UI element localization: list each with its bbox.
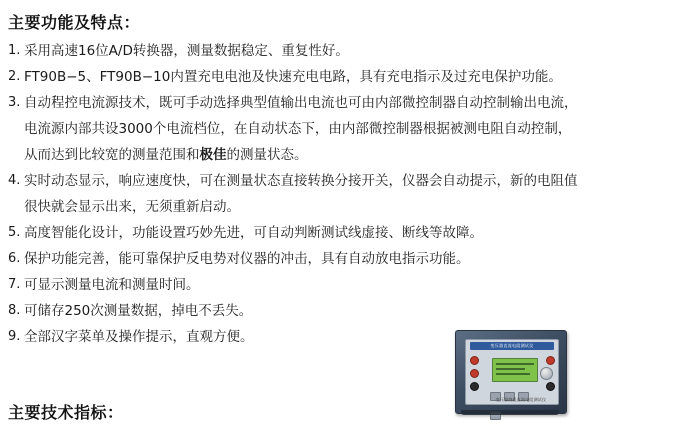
list-item <box>8 272 674 298</box>
list-item-body <box>24 298 674 324</box>
list-item <box>8 298 674 324</box>
terminal-red-icon <box>470 356 479 365</box>
list-item <box>8 168 674 220</box>
list-item-body <box>24 220 674 246</box>
list-item-line: 可显示测量电流和测量时间。 <box>24 277 200 293</box>
list-item-body <box>24 324 674 350</box>
list-item-line: 全部汉字菜单及操作提示，直观方便。 <box>24 329 254 345</box>
page-title-main-specs: 主要技术指标： <box>8 403 124 422</box>
list-item-body <box>24 246 674 272</box>
list-item-line <box>24 142 674 168</box>
product-photo <box>455 330 565 416</box>
list-item-line: 实时动态显示，响应速度快，可在测量状态直接转换分接开关，仪器会自动提示，新的电阻值 <box>24 173 578 189</box>
lcd-line <box>496 368 525 370</box>
list-item <box>8 38 674 64</box>
device-case <box>455 330 567 414</box>
terminal-black-icon <box>546 382 555 391</box>
line-segment: 的测量状态。 <box>226 147 308 163</box>
page-title-main-features: 主要功能及特点： <box>8 13 141 32</box>
list-item-number: 3. <box>8 95 21 110</box>
list-item-number: 2. <box>8 69 21 84</box>
list-item-line: 自动程控电流源技术，既可手动选择典型值输出电流也可由内部微控制器自动控制输出电流， <box>24 95 578 111</box>
list-item-line: 采用高速16位A/D转换器，测量数据稳定、重复性好。 <box>24 43 349 59</box>
list-item <box>8 64 674 90</box>
list-item-line: 保护功能完善，能可靠保护反电势对仪器的冲击，具有自动放电指示功能。 <box>24 251 470 267</box>
list-item-number: 5. <box>8 225 21 240</box>
list-item-body <box>24 38 674 64</box>
list-item-body <box>24 90 674 168</box>
terminal-red-icon <box>546 356 555 365</box>
terminal-black-icon <box>470 382 479 391</box>
list-item <box>8 246 674 272</box>
list-item <box>8 220 674 246</box>
list-item-line: 电流源内部共设3000个电流档位，在自动状态下，由内部微控制器根据被测电阻自动控制， <box>24 121 572 137</box>
rotary-knob-icon <box>540 367 553 380</box>
device-front-panel <box>465 339 559 405</box>
feature-list <box>8 38 674 350</box>
terminal-red-icon <box>470 369 479 378</box>
lcd-line <box>496 363 534 365</box>
device-base <box>461 410 559 415</box>
list-item-body <box>24 272 674 298</box>
list-item <box>8 90 674 168</box>
list-item-line: 高度智能化设计，功能设置巧妙先进，可自动判断测试线虚接、断线等故障。 <box>24 225 483 241</box>
line-segment-emphasis: 极佳 <box>199 147 227 163</box>
device-lcd-screen <box>492 358 538 382</box>
list-item-number: 1. <box>8 43 21 58</box>
list-item-body <box>24 168 674 220</box>
line-segment: 从而达到比较宽的测量范围和 <box>24 147 200 163</box>
device-button-row <box>490 386 538 395</box>
list-item-number: 7. <box>8 277 21 292</box>
list-item-line: FT90B−5、FT90B−10内置充电电池及快速充电电路，具有充电指示及过充电保护功能。 <box>24 69 562 85</box>
device-title-bar <box>470 342 554 350</box>
list-item-number: 6. <box>8 251 21 266</box>
device-title-text: 变压器直流电阻测试仪 <box>490 343 534 348</box>
list-item <box>8 324 674 350</box>
list-item-line: 很快就会显示出来，无须重新启动。 <box>24 199 240 215</box>
list-item-number: 4. <box>8 173 21 188</box>
list-item-number: 8. <box>8 303 21 318</box>
list-item-line: 可储存250次测量数据，掉电不丢失。 <box>24 303 253 319</box>
list-item-body <box>24 64 674 90</box>
list-item-number: 9. <box>8 329 21 344</box>
device-footnote-text: 变压器绕组直流电阻测试仪 <box>495 397 547 402</box>
lcd-line <box>496 373 530 375</box>
